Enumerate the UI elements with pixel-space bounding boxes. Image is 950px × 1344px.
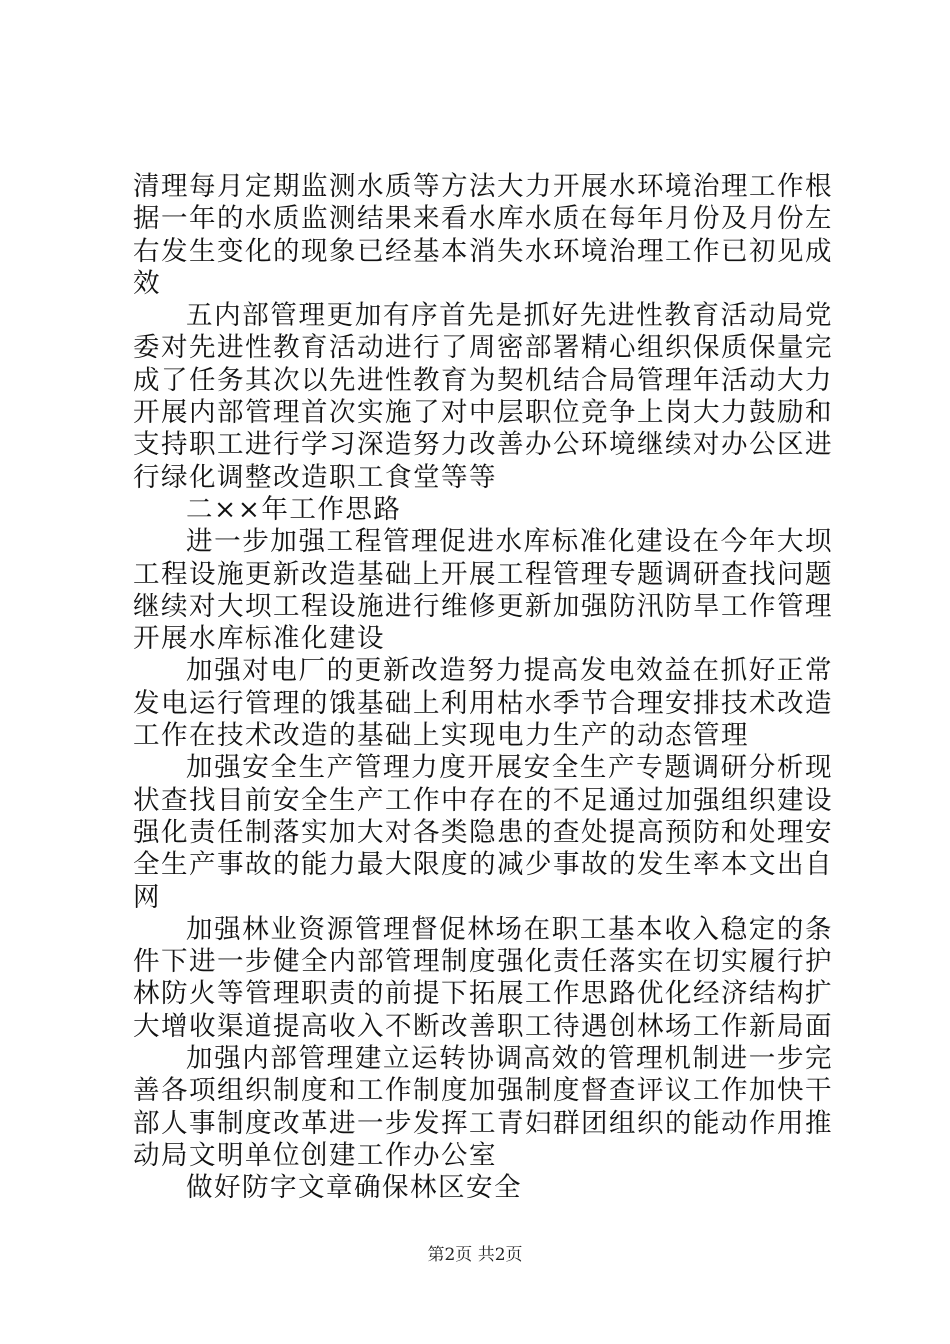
document-body [133,171,833,1205]
page-footer [0,1244,950,1266]
paragraph-8: 做好防字文章确保林区安全 [186,1172,522,1204]
paragraph-5: 加强安全生产管理力度开展安全生产专题调研分析现状查找目前安全生产工作中存在的不足通过加强组织建设强化责任制落实加大对各类隐患的查处提高预防和处理安全生产事故的能力最大限度的减少事故的发生率本文出自网 [133,752,833,913]
paragraph-1: 清理每月定期监测水质等方法大力开展水环境治理工作根据一年的水质监测结果来看水库水质在每年月份及月份左右发生变化的现象已经基本消失水环境治理工作已初见成效 [133,171,833,299]
paragraph-7: 加强内部管理建立运转协调高效的管理机制进一步完善各项组织制度和工作制度加强制度督查评议工作加快干部人事制度改革进一步发挥工青妇群团组织的能动作用推动局文明单位创建工作办公室 [133,1043,833,1171]
section-heading: 二××年工作思路 [186,493,402,525]
paragraph-4: 加强对电厂的更新改造努力提高发电效益在抓好正常发电运行管理的饿基础上利用枯水季节合理安排技术改造工作在技术改造的基础上实现电力生产的动态管理 [133,655,833,752]
paragraph-3: 进一步加强工程管理促进水库标准化建设在今年大坝工程设施更新改造基础上开展工程管理专题调研查找问题继续对大坝工程设施进行维修更新加强防汛防旱工作管理开展水库标准化建设 [133,526,833,655]
paragraph-2: 五内部管理更加有序首先是抓好先进性教育活动局党委对先进性教育活动进行了周密部署精心组织保质保量完成了任务其次以先进性教育为契机结合局管理年活动大力开展内部管理首次实施了对中层职位竞争上岗大力鼓励和支持职工进行学习深造努力改善办公环境继续对办公区进行绿化调整改造职工食堂等等 [133,300,833,493]
page-number-label: 第2页 共2页 [427,1245,523,1265]
paragraph-6: 加强林业资源管理督促林场在职工基本收入稳定的条件下进一步健全内部管理制度强化责任落实在切实履行护林防火等管理职责的前提下拓展工作思路优化经济结构扩大增收渠道提高收入不断改善职工待遇创林场工作新局面 [133,913,833,1042]
